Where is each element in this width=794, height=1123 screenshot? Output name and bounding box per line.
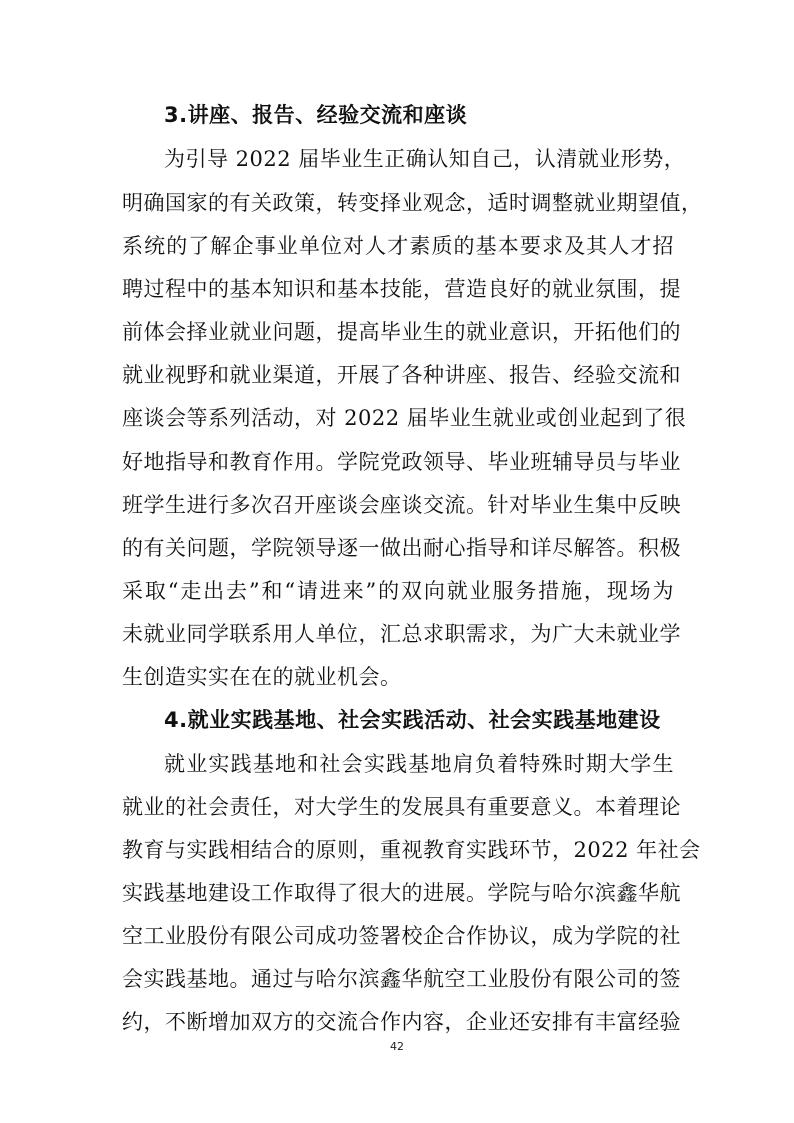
- section-4-line: 约，不断增加双方的交流合作内容，企业还安排有丰富经验: [122, 1010, 681, 1034]
- section-4-line: 就业的社会责任，对大学生的发展具有重要意义。本着理论: [122, 795, 681, 819]
- section-3-line: 前体会择业就业问题，提高毕业生的就业意识，开拓他们的: [122, 320, 681, 344]
- section-4-line: 空工业股份有限公司成功签署校企合作协议，成为学院的社: [122, 924, 681, 948]
- section-4-line: 实践基地建设工作取得了很大的进展。学院与哈尔滨鑫华航: [122, 881, 681, 905]
- section-3-line: 座谈会等系列活动，对 2022 届毕业生就业或创业起到了很: [122, 406, 687, 430]
- section-4-line: 就业实践基地和社会实践基地肩负着特殊时期大学生: [164, 752, 674, 776]
- section-3-line: 生创造实实在在的就业机会。: [122, 665, 402, 689]
- section-3-heading: 3.讲座、报告、经验交流和座谈: [164, 103, 468, 127]
- section-3-line: 为引导 2022 届毕业生正确认知自己，认清就业形势，: [164, 147, 686, 171]
- section-3-line: 就业视野和就业渠道，开展了各种讲座、报告、经验交流和: [122, 363, 681, 387]
- section-3-line: 班学生进行多次召开座谈会座谈交流。针对毕业生集中反映: [122, 493, 681, 517]
- page-number: 42: [390, 1040, 404, 1053]
- section-3-line: 聘过程中的基本知识和基本技能，营造良好的就业氛围，提: [122, 277, 681, 301]
- section-3-line: 的有关问题，学院领导逐一做出耐心指导和详尽解答。积极: [122, 536, 681, 560]
- section-3-line: 采取“走出去”和“请进来”的双向就业服务措施，现场为: [122, 579, 674, 603]
- section-3-line: 明确国家的有关政策，转变择业观念，适时调整就业期望值，: [122, 191, 703, 215]
- section-3-line: 系统的了解企事业单位对人才素质的基本要求及其人才招: [122, 234, 674, 258]
- section-3-line: 未就业同学联系用人单位，汇总求职需求，为广大未就业学: [122, 622, 681, 646]
- section-3-line: 好地指导和教育作用。学院党政领导、毕业班辅导员与毕业: [122, 450, 681, 474]
- section-4-line: 会实践基地。通过与哈尔滨鑫华航空工业股份有限公司的签: [122, 967, 681, 991]
- section-4-line: 教育与实践相结合的原则，重视教育实践环节，2022 年社会: [122, 838, 701, 862]
- section-4-heading: 4.就业实践基地、社会实践活动、社会实践基地建设: [164, 708, 661, 732]
